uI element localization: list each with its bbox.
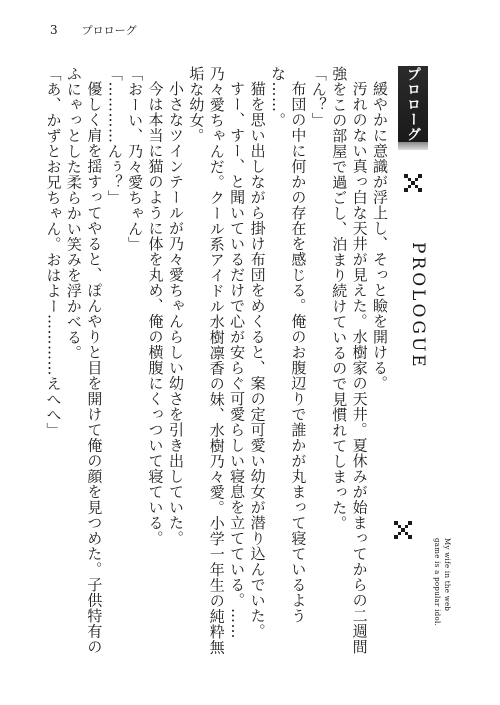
paragraph: 汚れのない真っ白な天井が見えた。水樹家の天井。夏休みが始まってからの二週間強をこの部屋で過ごし、泊まり続けているので見慣れてしまった。: [330, 66, 369, 655]
dialogue: 「ん？」: [309, 66, 328, 128]
dialogue: 「あ、かずとお兄ちゃん。おはよー…………えへへ」: [44, 66, 63, 438]
chapter-tab-edge: [398, 142, 428, 150]
paragraph: 布団の中に何かの存在を感じる。俺のお腹辺りで誰かが丸まって寝ているような……。: [268, 66, 308, 624]
paragraph: 猫を思い出しながら掛け布団をめくると、案の定可愛い幼女が潜り込んでいた。: [248, 81, 267, 639]
paragraph: 今は本当に猫のように体を丸め、俺の横腹にくっついて寝ている。: [146, 81, 165, 546]
running-header: [50, 22, 137, 38]
chapter-title-text: PROLOGUE: [408, 242, 428, 370]
chapter-tab-label: プロローグ: [405, 66, 421, 142]
chapter-title-column: [394, 66, 434, 506]
side-note-line: game is a popular idol.: [433, 538, 441, 627]
dialogue: 「おーい、乃々愛ちゃん」: [126, 66, 145, 252]
paragraph: すー、すー、と聞いているだけで心が安らぐ可愛らしい寝息を立てている。……乃々愛ちゃんだ。クール系アイドル水樹凛香の妹、水樹乃々愛。小学一年生の純粋無垢な幼女。: [187, 66, 247, 655]
cross-ornament-icon: [394, 521, 412, 539]
body-text: [44, 66, 390, 666]
side-note: [418, 538, 452, 678]
side-note-line: My wife in the web: [443, 538, 451, 612]
paragraph: 緩やかに意識が浮上し、そっと瞼を開ける。: [371, 81, 389, 391]
chapter-tab: [398, 66, 428, 142]
paragraph: 優しく肩を揺すってやると、ぽんやりと目を開けて俺の顔を見つめた。子供特有のふにゃっとした柔らかい笑みを浮かべる。: [64, 66, 104, 655]
paragraph: 小さなツインテールが乃々愛ちゃんらしい幼さを引き出していた。: [166, 81, 185, 546]
cross-ornament-icon: [404, 174, 422, 192]
running-title: プロローグ: [81, 24, 137, 37]
chapter-title: [398, 216, 428, 396]
dialogue: 「…………んぅ？」: [105, 66, 124, 206]
page-number: 3: [50, 23, 58, 37]
